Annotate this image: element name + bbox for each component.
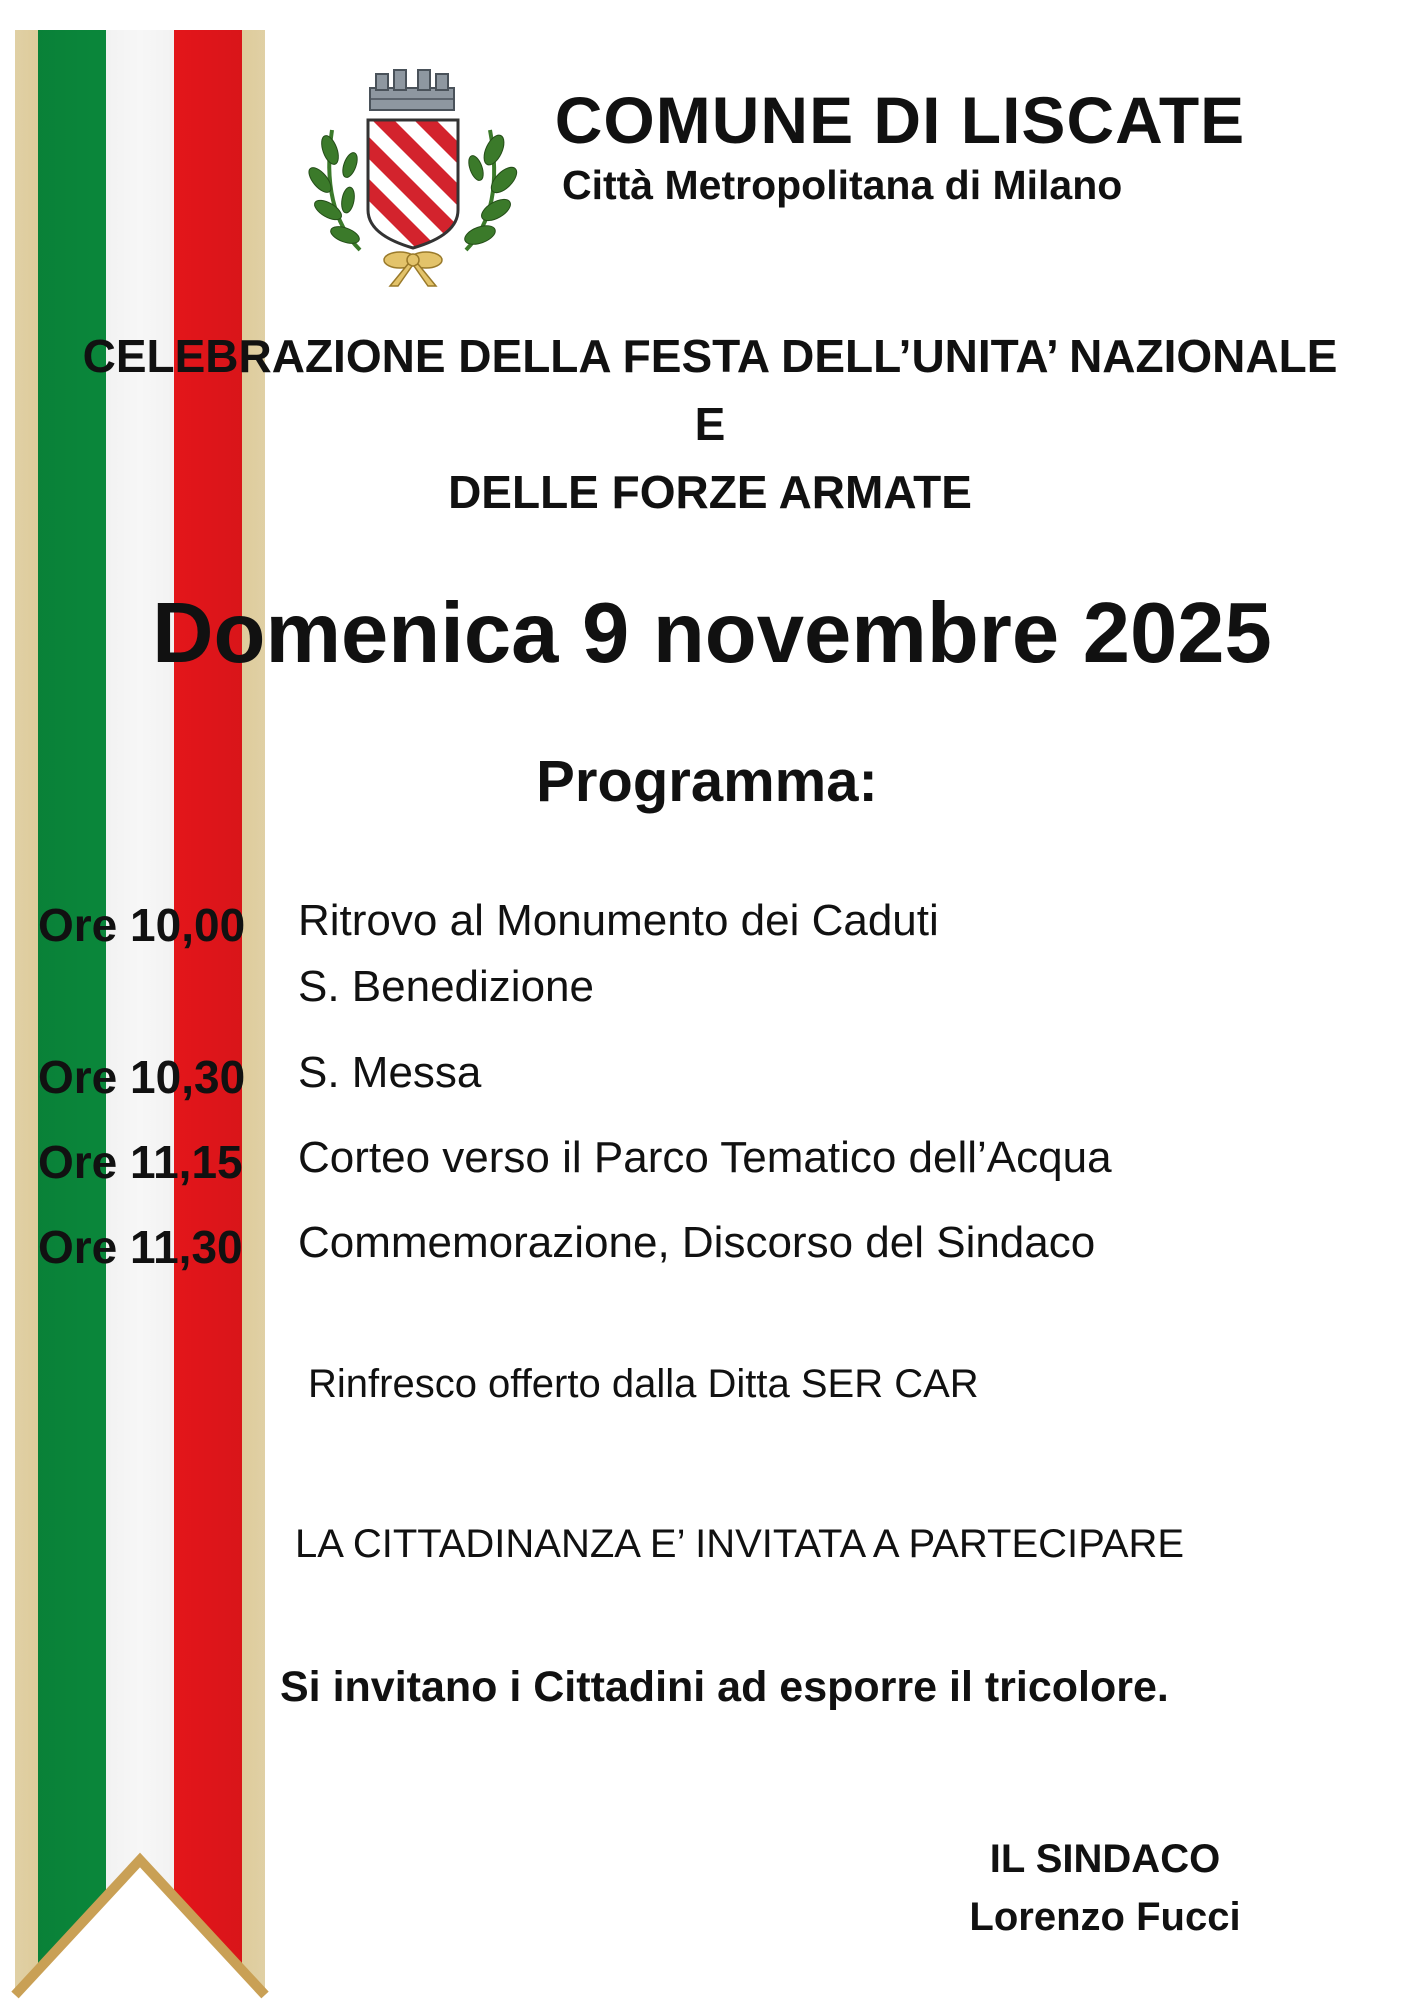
program-time: Ore 10,00 <box>38 899 246 951</box>
program-time: Ore 10,30 <box>38 1051 246 1103</box>
signature-name: Lorenzo Fucci <box>969 1895 1241 1939</box>
flag-appeal: Si invitano i Cittadini ad esporre il tricolore. <box>280 1663 1169 1711</box>
heading-line: CELEBRAZIONE DELLA FESTA DELL’UNITA’ NAZIONALE <box>82 330 1338 382</box>
celebration-heading <box>50 322 1370 526</box>
refreshment-note: Rinfresco offerto dalla Ditta SER CAR <box>308 1362 979 1406</box>
tricolour-ribbon <box>0 0 300 2000</box>
program-time: Ore 11,15 <box>38 1136 243 1188</box>
crown-icon <box>370 70 454 110</box>
program-event: Ritrovo al Monumento dei Caduti <box>298 896 939 945</box>
program-event: S. Benedizione <box>298 962 594 1011</box>
program-event: Commemorazione, Discorso del Sindaco <box>298 1218 1096 1267</box>
event-date: Domenica 9 novembre 2025 <box>152 586 1272 681</box>
program-event: S. Messa <box>298 1048 482 1097</box>
program-event: Corteo verso il Parco Tematico dell’Acqua <box>298 1133 1112 1182</box>
signature-role: IL SINDACO <box>989 1837 1221 1881</box>
mayor-signature <box>960 1830 1250 1946</box>
municipality-subtitle: Città Metropolitana di Milano <box>562 162 1123 208</box>
heading-line: E <box>694 398 726 450</box>
program-time: Ore 11,30 <box>38 1221 243 1273</box>
municipality-title: COMUNE DI LISCATE <box>554 83 1246 157</box>
invitation-note: LA CITTADINANZA E’ INVITATA A PARTECIPARE <box>295 1522 1185 1566</box>
heading-line: DELLE FORZE ARMATE <box>448 466 972 518</box>
municipal-crest-icon <box>290 60 530 290</box>
program-title: Programma: <box>536 749 878 814</box>
